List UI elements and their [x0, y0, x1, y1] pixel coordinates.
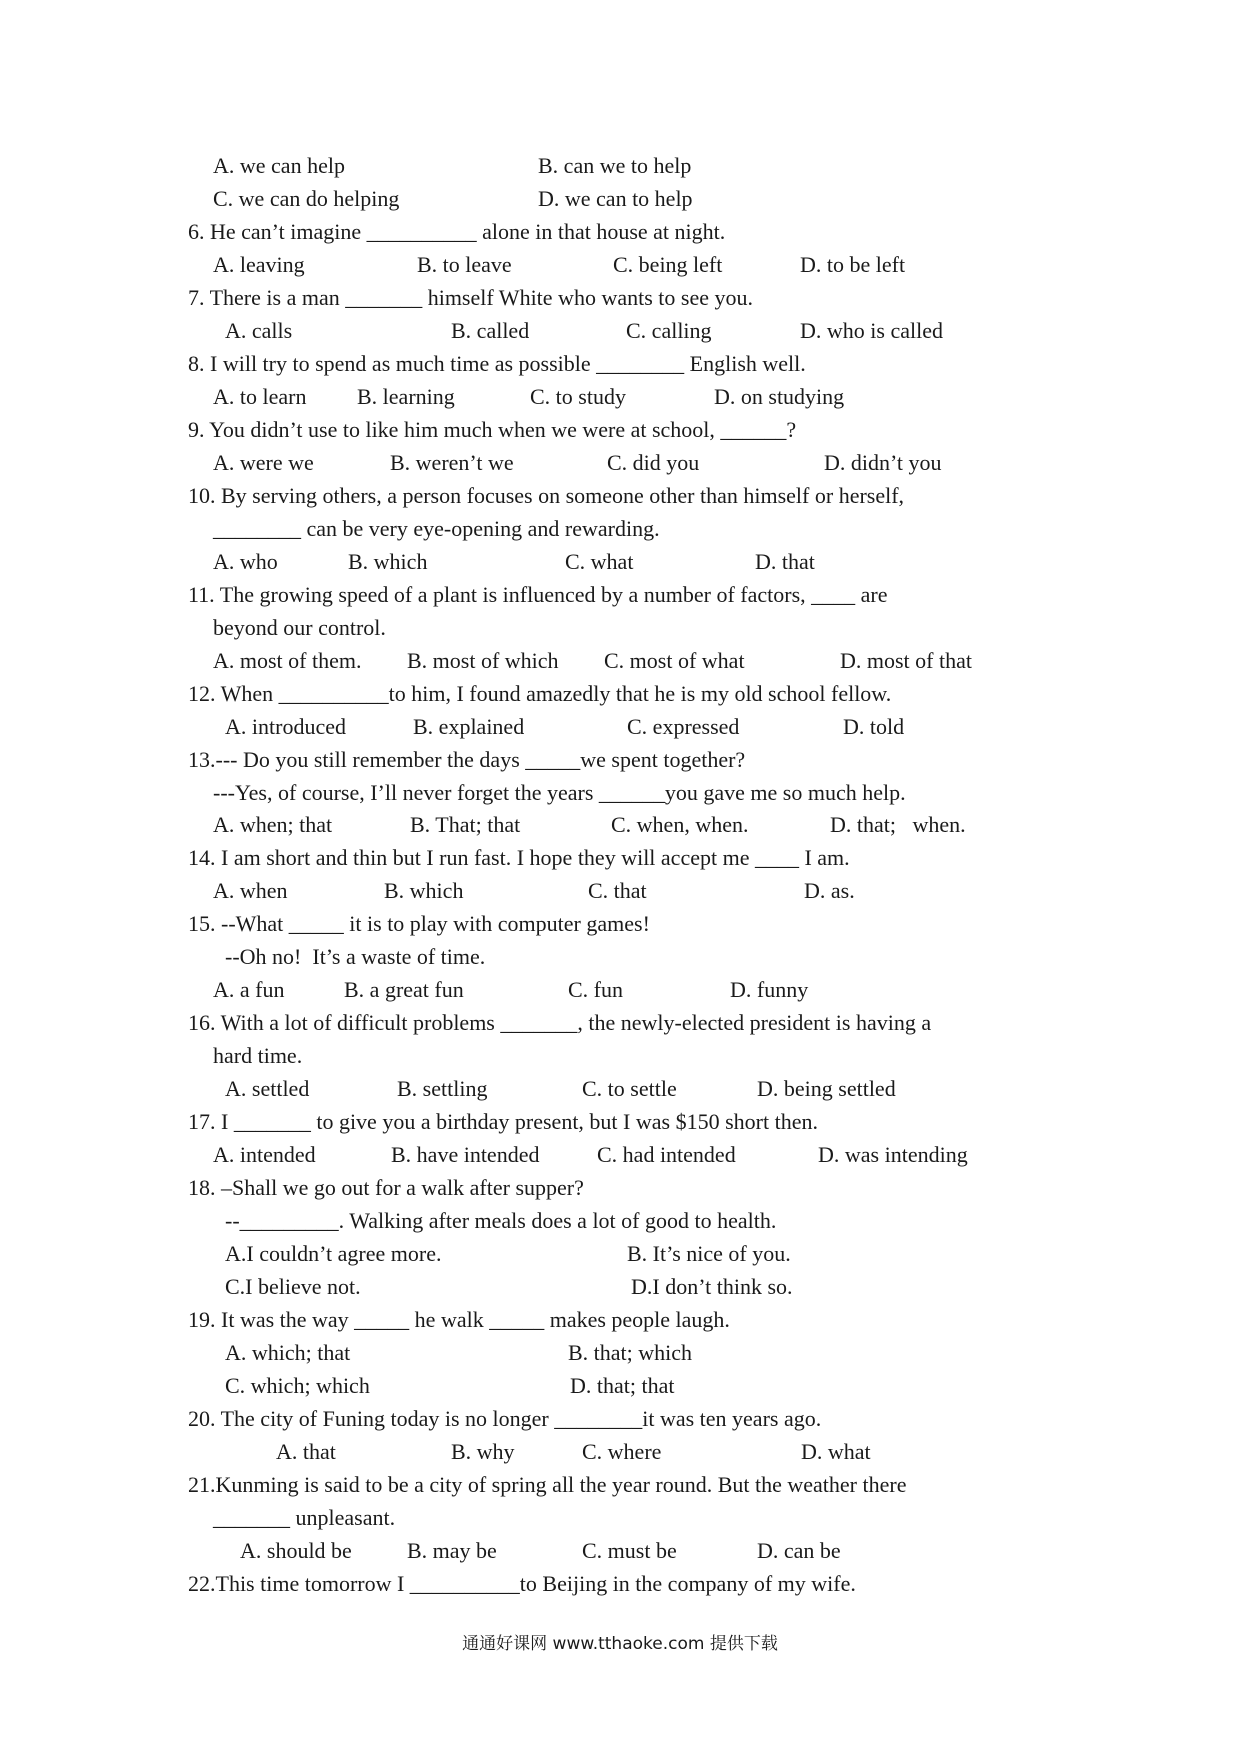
q11-option-a: A. most of them.	[213, 648, 362, 673]
q9-option-b: B. weren’t we	[390, 450, 514, 475]
q7-option-b: B. called	[451, 318, 530, 343]
q6-option-b: B. to leave	[417, 252, 512, 277]
q20-stem: 20. The city of Funing today is no longer ________it was ten years ago.	[188, 1406, 822, 1431]
q21-option-d: D. can be	[757, 1538, 841, 1563]
q16-option-a: A. settled	[225, 1076, 310, 1101]
q12-option-d: D. told	[843, 714, 905, 739]
q20-option-b: B. why	[451, 1439, 515, 1464]
q12-option-b: B. explained	[413, 714, 525, 739]
q21-stem-line2: _______ unpleasant.	[213, 1505, 396, 1530]
q9-option-a: A. were we	[213, 450, 314, 475]
q6-option-a: A. leaving	[213, 252, 305, 277]
q21-option-a: A. should be	[240, 1538, 352, 1563]
q17-option-a: A. intended	[213, 1142, 316, 1167]
q20-option-d: D. what	[801, 1439, 871, 1464]
q13-option-b: B. That; that	[410, 812, 521, 837]
q15-option-a: A. a fun	[213, 977, 285, 1002]
q9-option-c: C. did you	[607, 450, 700, 475]
q15-option-b: B. a great fun	[344, 977, 464, 1002]
q17-option-d: D. was intending	[818, 1142, 968, 1167]
q6-option-c: C. being left	[613, 252, 723, 277]
q6-option-d: D. to be left	[800, 252, 906, 277]
q12-option-a: A. introduced	[225, 714, 346, 739]
q5-option-a: A. we can help	[213, 153, 345, 178]
q21-option-c: C. must be	[582, 1538, 677, 1563]
q16-stem-line1: 16. With a lot of difficult problems _______, the newly-elected president is having a	[188, 1010, 932, 1035]
q19-stem: 19. It was the way _____ he walk _____ makes people laugh.	[188, 1307, 730, 1332]
q16-option-c: C. to settle	[582, 1076, 677, 1101]
q7-option-c: C. calling	[626, 318, 712, 343]
q18-option-b: B. It’s nice of you.	[627, 1241, 791, 1266]
q15-option-c: C. fun	[568, 977, 623, 1002]
q5-option-c: C. we can do helping	[213, 186, 400, 211]
q13-option-a: A. when; that	[213, 812, 333, 837]
q6-stem: 6. He can’t imagine __________ alone in that house at night.	[188, 219, 726, 244]
q19-option-b: B. that; which	[568, 1340, 693, 1365]
q19-option-d: D. that; that	[570, 1373, 675, 1398]
q5-option-b: B. can we to help	[538, 153, 692, 178]
q17-option-b: B. have intended	[391, 1142, 540, 1167]
q14-option-a: A. when	[213, 878, 288, 903]
q15-option-d: D. funny	[730, 977, 809, 1002]
q10-stem-text: 10. By serving others, a person focuses on someone other than himself or herself,	[188, 483, 905, 508]
q20-option-a: A. that	[276, 1439, 336, 1464]
q19-option-c: C. which; which	[225, 1373, 370, 1398]
q7-option-d: D. who is called	[800, 318, 943, 343]
q21-stem-line1: 21.Kunming is said to be a city of spring all the year round. But the weather there	[188, 1472, 907, 1497]
q22-stem: 22.This time tomorrow I __________to Beijing in the company of my wife.	[188, 1571, 856, 1596]
q9-stem: 9. You didn’t use to like him much when we were at school, ______?	[188, 417, 797, 442]
q10-option-c: C. what	[565, 549, 634, 574]
q8-option-a: A. to learn	[213, 384, 307, 409]
page-footer: 通通好课网 www.tthaoke.com 提供下载	[462, 1634, 778, 1654]
q16-option-d: D. being settled	[757, 1076, 896, 1101]
q15-stem-line1: 15. --What _____ it is to play with computer games!	[188, 911, 650, 936]
q7-option-a: A. calls	[225, 318, 293, 343]
q21-option-b: B. may be	[407, 1538, 497, 1563]
q16-option-b: B. settling	[397, 1076, 488, 1101]
q18-option-c: C.I believe not.	[225, 1274, 361, 1299]
q5-option-d: D. we can to help	[538, 186, 693, 211]
q17-option-c: C. had intended	[597, 1142, 736, 1167]
q20-option-c: C. where	[582, 1439, 662, 1464]
q7-stem: 7. There is a man _______ himself White who wants to see you.	[188, 285, 753, 310]
q8-option-c: C. to study	[530, 384, 626, 409]
q8-option-d: D. on studying	[714, 384, 845, 409]
q10-option-b: B. which	[348, 549, 428, 574]
q16-stem-line2: hard time.	[213, 1043, 303, 1068]
q13-option-c: C. when, when.	[611, 812, 749, 837]
q13-stem-line2: ---Yes, of course, I’ll never forget the years ______you gave me so much help.	[213, 780, 906, 805]
q18-option-a: A.I couldn’t agree more.	[225, 1241, 442, 1266]
q11-option-b: B. most of which	[407, 648, 559, 673]
q9-option-d: D. didn’t you	[824, 450, 942, 475]
q10-option-a: A. who	[213, 549, 278, 574]
q8-option-b: B. learning	[357, 384, 455, 409]
q14-option-b: B. which	[384, 878, 464, 903]
q8-stem: 8. I will try to spend as much time as possible ________ English well.	[188, 351, 806, 376]
q11-stem-line2: beyond our control.	[213, 615, 386, 640]
q18-stem-line1: 18. –Shall we go out for a walk after supper?	[188, 1175, 584, 1200]
q12-option-c: C. expressed	[627, 714, 740, 739]
q13-stem-line1: 13.--- Do you still remember the days _____we spent together?	[188, 747, 746, 772]
q14-option-c: C. that	[588, 878, 647, 903]
q11-stem-line1: 11. The growing speed of a plant is influenced by a number of factors, ____ are	[188, 582, 888, 607]
q10-stem-line1	[188, 483, 1054, 509]
q13-option-d: D. that; when.	[830, 812, 966, 837]
q17-stem: 17. I _______ to give you a birthday present, but I was $150 short then.	[188, 1109, 818, 1134]
q11-option-d: D. most of that	[840, 648, 972, 673]
q18-option-d: D.I don’t think so.	[631, 1274, 793, 1299]
q14-option-d: D. as.	[804, 878, 855, 903]
q18-stem-line2: --_________. Walking after meals does a lot of good to health.	[225, 1208, 777, 1233]
q15-stem-line2: --Oh no! It’s a waste of time.	[225, 944, 486, 969]
q10-option-d: D. that	[755, 549, 815, 574]
q10-stem-line2: ________ can be very eye-opening and rewarding.	[213, 516, 660, 541]
q11-option-c: C. most of what	[604, 648, 745, 673]
q14-stem: 14. I am short and thin but I run fast. I hope they will accept me ____ I am.	[188, 845, 850, 870]
q19-option-a: A. which; that	[225, 1340, 351, 1365]
q12-stem: 12. When __________to him, I found amazedly that he is my old school fellow.	[188, 681, 892, 706]
